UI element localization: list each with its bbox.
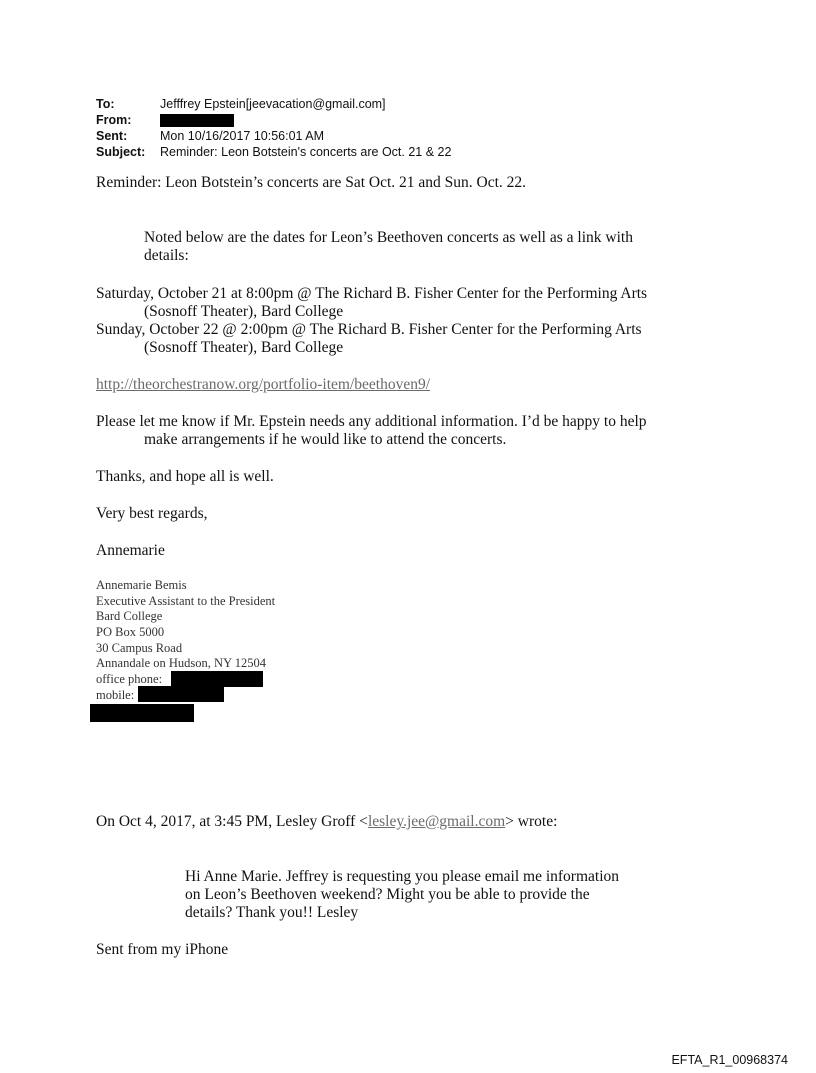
quoted-intro-pre: On Oct 4, 2017, at 3:45 PM, Lesley Groff < [96, 813, 368, 830]
sig-city: Annandale on Hudson, NY 12504 [96, 656, 267, 671]
quoted-line-3: details? Thank you!! Lesley [185, 904, 359, 921]
sent-row [96, 128, 451, 144]
sunday-line-1: Sunday, October 22 @ 2:00pm @ The Richard B. Fisher Center for the Performing Arts [96, 321, 642, 338]
sender-name: Annemarie [96, 542, 165, 559]
reminder-line: Reminder: Leon Botstein’s concerts are Sat Oct. 21 and Sun. Oct. 22. [96, 174, 527, 191]
concert-link[interactable]: http://theorchestranow.org/portfolio-item/beethoven9/ [96, 376, 431, 393]
redaction-bar [90, 704, 194, 722]
sent-value: Mon 10/16/2017 10:56:01 AM [160, 129, 325, 143]
concert-link-wrap [96, 376, 430, 394]
noted-line-2: details: [144, 247, 189, 264]
to-row [96, 96, 451, 112]
saturday-line-1: Saturday, October 21 at 8:00pm @ The Richard B. Fisher Center for the Performing Arts [96, 285, 648, 302]
please-line-2: make arrangements if he would like to attend the concerts. [144, 431, 507, 448]
please-line-1: Please let me know if Mr. Epstein needs any additional information. I’d be happy to help [96, 413, 647, 430]
quoted-intro [96, 813, 557, 831]
mobile-label: mobile: [96, 687, 135, 702]
quoted-line-2: on Leon’s Beethoven weekend? Might you be able to provide the [185, 886, 590, 903]
redaction-bar [171, 671, 263, 687]
sig-name: Annemarie Bemis [96, 578, 187, 592]
subject-label: Subject: [96, 145, 146, 159]
redaction-bar [138, 686, 224, 702]
lesley-email-link[interactable]: lesley.jee@gmail.com [367, 813, 506, 830]
sent-label: Sent: [96, 129, 128, 143]
noted-line-1: Noted below are the dates for Leon’s Beethoven concerts as well as a link with [144, 229, 633, 246]
redaction-bar [160, 114, 234, 127]
regards-line: Very best regards, [96, 505, 208, 522]
sunday-line-2: (Sosnoff Theater), Bard College [144, 339, 344, 356]
sig-pobox: PO Box 5000 [96, 625, 165, 640]
thanks-line: Thanks, and hope all is well. [96, 468, 274, 485]
sig-street: 30 Campus Road [96, 640, 183, 655]
office-phone-label: office phone: [96, 672, 163, 687]
sig-title: Executive Assistant to the President [96, 593, 276, 608]
sent-from-line: Sent from my iPhone [96, 941, 229, 958]
subject-row [96, 144, 451, 160]
email-header [96, 96, 451, 160]
quoted-line-1: Hi Anne Marie. Jeffrey is requesting you please email me information [185, 868, 620, 885]
saturday-line-2: (Sosnoff Theater), Bard College [144, 303, 344, 320]
from-label: From: [96, 113, 132, 127]
to-label: To: [96, 97, 115, 111]
to-value: Jefffrey Epstein[jeevacation@gmail.com] [160, 97, 386, 111]
from-row [96, 112, 451, 128]
document-id: EFTA_R1_00968374 [671, 1053, 788, 1067]
quoted-intro-post: > wrote: [505, 813, 558, 830]
sig-org: Bard College [96, 609, 163, 624]
subject-value: Reminder: Leon Botstein's concerts are Oct. 21 & 22 [160, 145, 452, 159]
